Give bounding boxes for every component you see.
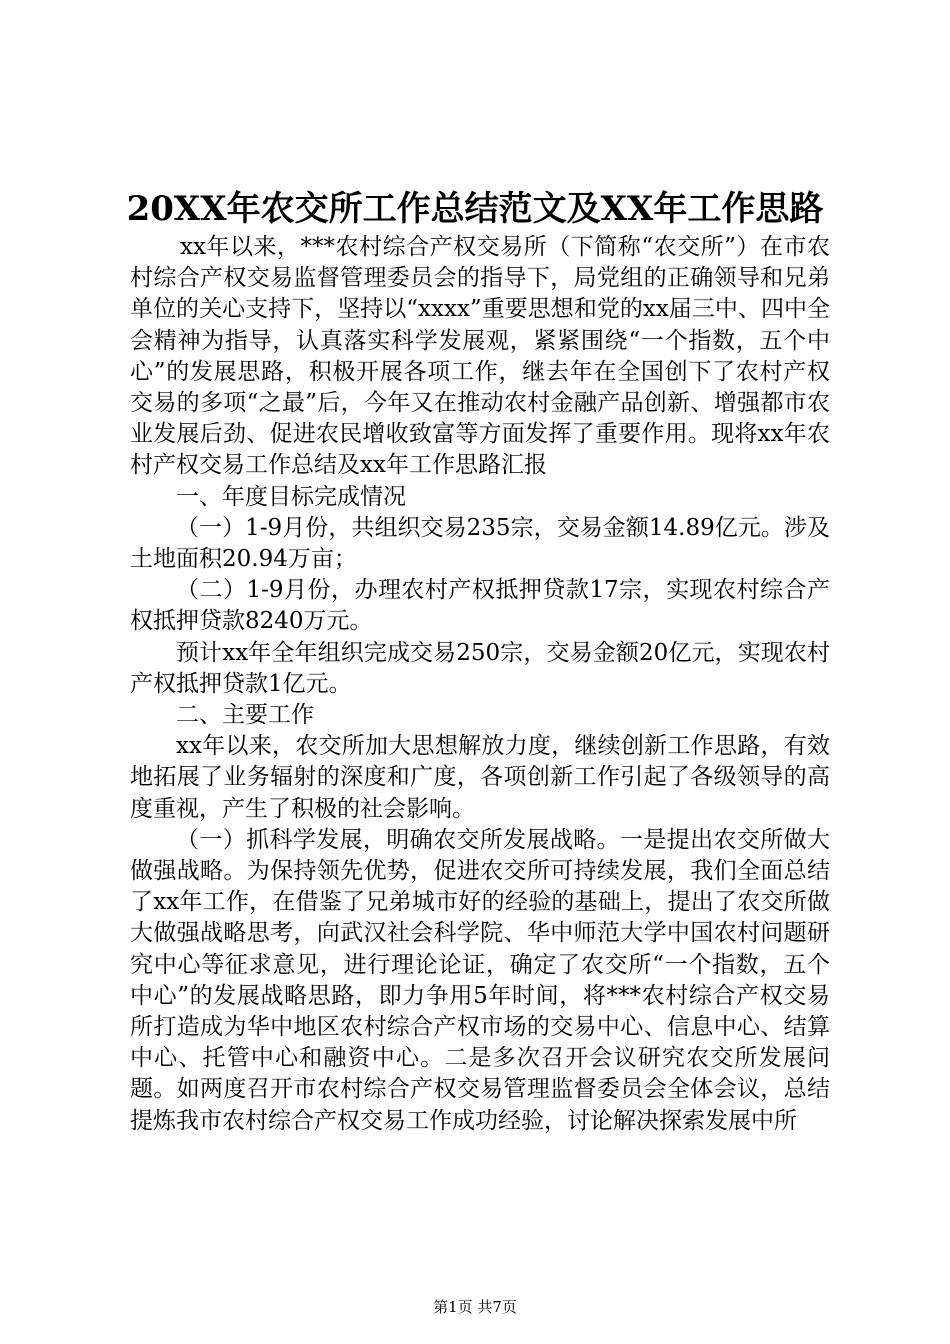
- paragraph-strategy: （一）抓科学发展，明确农交所发展战略。一是提出农交所做大做强战略。为保持领先优势，促进农交所可持续发展，我们全面总结了xx年工作，在借鉴了兄弟城市好的经验的基础上，提出了农交所做大做强战略思考，向武汉社会科学院、华中师范大学中国农村问题研究中心等征求意见，进行理论论证，确定了农交所“一个指数，五个中心”的发展战略思路，即力争用5年时间，将***农村综合产权交易所打造成为华中地区农村综合产权市场的交易中心、信息中心、结算中心、托管中心和融资中心。二是多次召开会议研究农交所发展问题。如两度召开市农村综合产权交易管理监督委员会全体会议，总结提炼我市农村综合产权交易工作成功经验，讨论解决探索发展中所: [130, 826, 830, 1134]
- document-body: [130, 232, 830, 1137]
- paragraph-intro: xx年以来，***农村综合产权交易所（下简称“农交所”）在市农村综合产权交易监督管理委员会的指导下，局党组的正确领导和兄弟单位的关心支持下，坚持以“xxxx”重要思想和党的xx届三中、四中全会精神为指导，认真落实科学发展观，紧紧围绕“一个指数，五个中心”的发展思路，积极开展各项工作，继去年在全国创下了农村产权交易的多项“之最”后，今年又在推动农村金融产品创新、增强都市农业发展后劲、促进农民增收致富等方面发挥了重要作用。现将xx年农村产权交易工作总结及xx年工作思路汇报: [130, 234, 830, 479]
- section-heading-1: 一、年度目标完成情况: [176, 483, 406, 510]
- document-title: 20XX年农交所工作总结范文及XX年工作思路: [126, 189, 824, 229]
- page-number: 第1页 共7页: [433, 1298, 517, 1316]
- paragraph-item-1: （一）1-9月份，共组织交易235宗，交易金额14.89亿元。涉及土地面积20.94万亩；: [130, 514, 830, 573]
- paragraph-main-work: xx年以来，农交所加大思想解放力度，继续创新工作思路，有效地拓展了业务辐射的深度和广度，各项创新工作引起了各级领导的高度重视，产生了积极的社会影响。: [130, 733, 830, 822]
- paragraph-item-2: （二）1-9月份，办理农村产权抵押贷款17宗，实现农村综合产权抵押贷款8240万元。: [130, 577, 830, 635]
- paragraph-forecast: 预计xx年全年组织完成交易250宗，交易金额20亿元，实现农村产权抵押贷款1亿元。: [130, 639, 830, 697]
- section-heading-2: 二、主要工作: [176, 702, 314, 729]
